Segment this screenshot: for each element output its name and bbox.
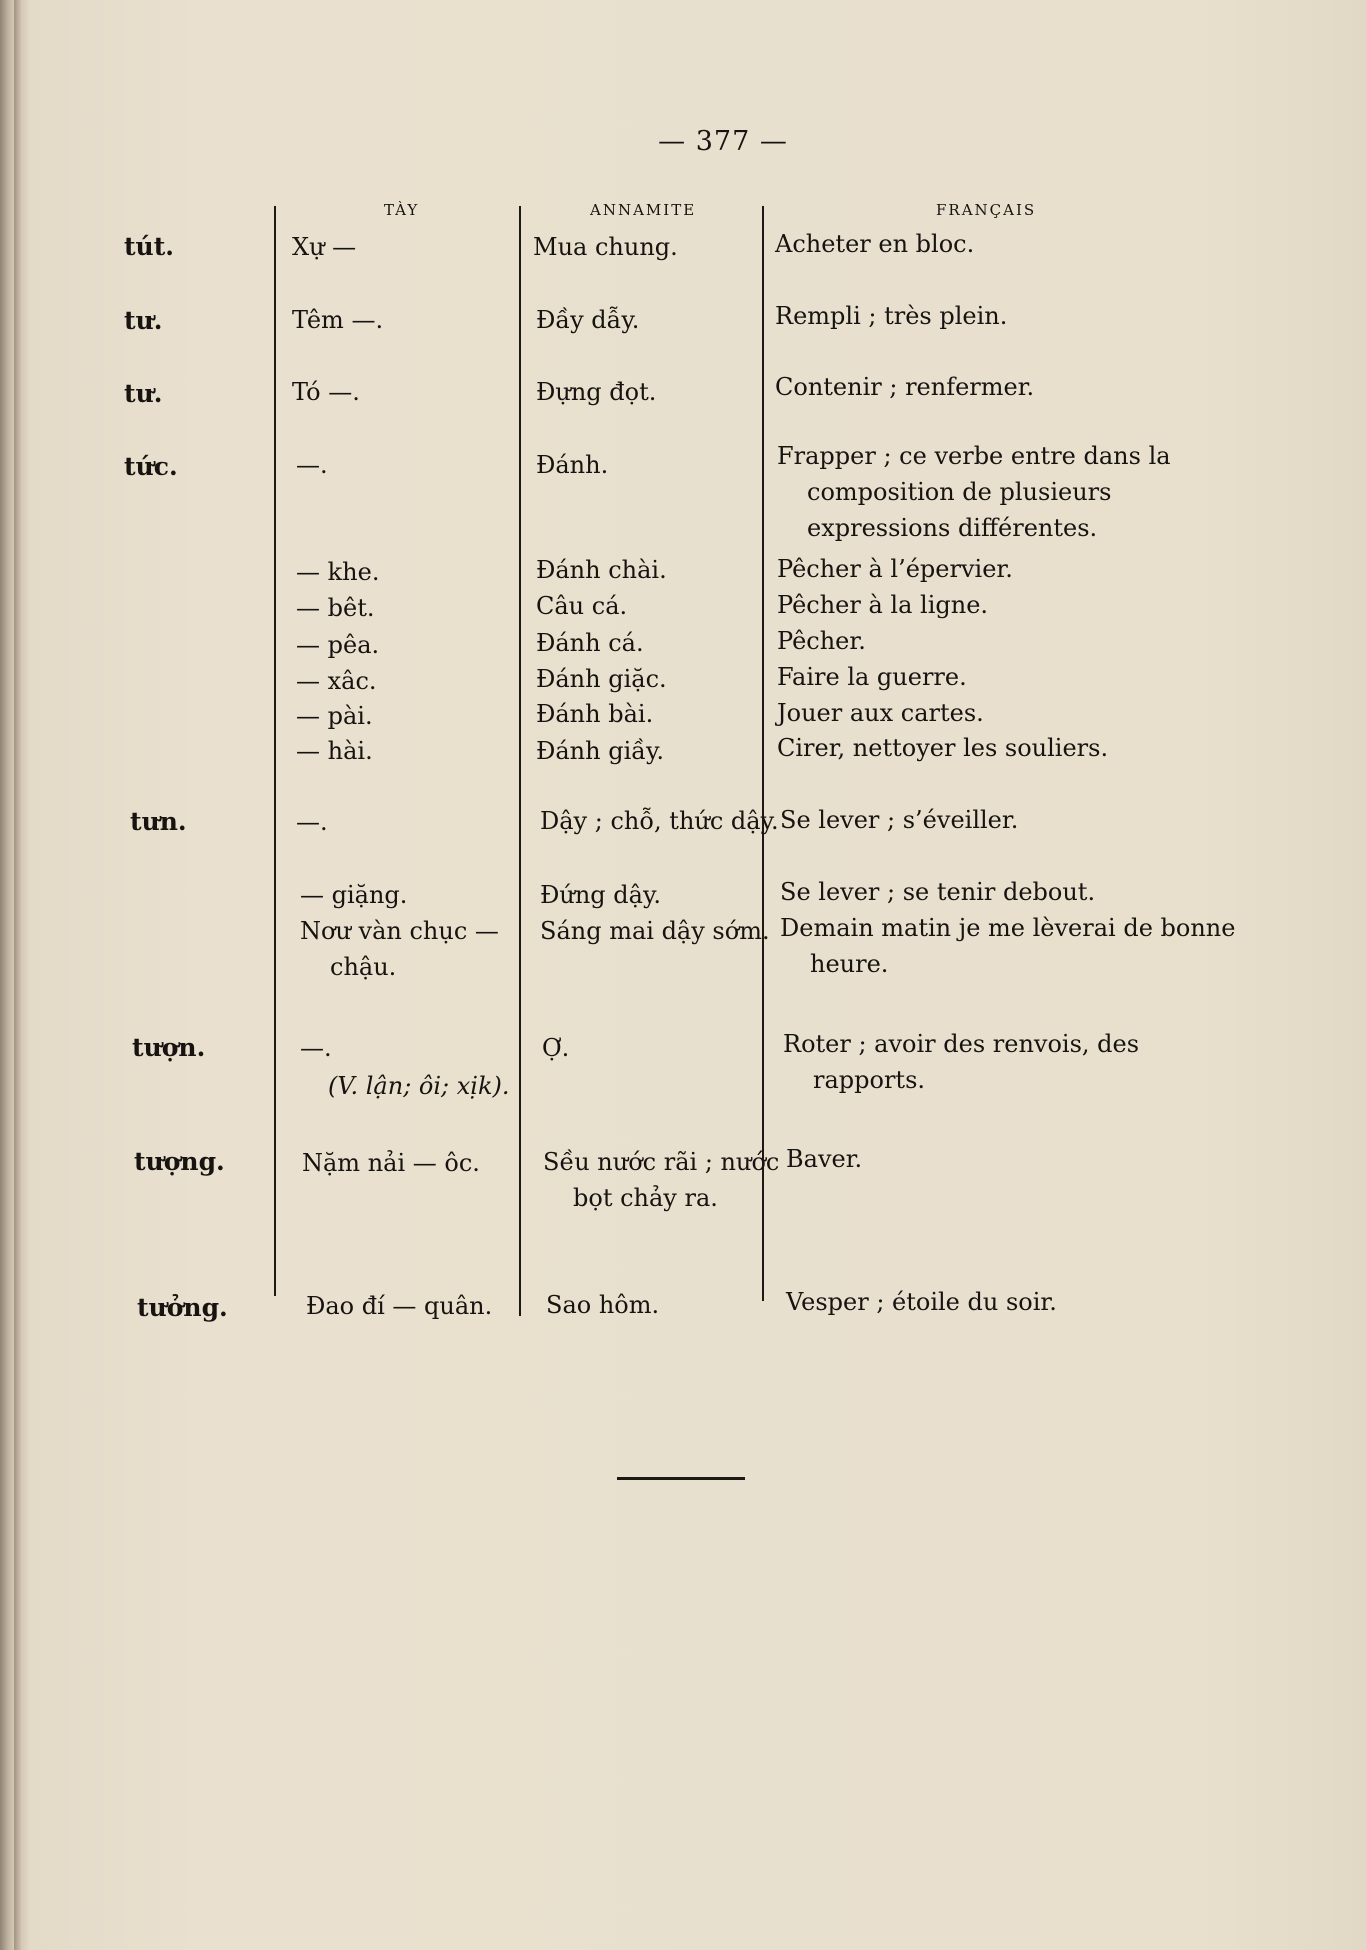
entry-annamite: Đựng đọt. — [536, 378, 657, 406]
book-spine — [14, 0, 21, 1950]
entry-annamite: Đánh giặc. — [536, 665, 667, 693]
entry-francais: Demain matin je me lèverai de bonne heure. — [780, 914, 1236, 978]
entry-annamite: Đánh cá. — [536, 629, 644, 657]
entry-francais: Se lever ; se tenir debout. — [780, 878, 1096, 906]
entry-annamite: Đánh. — [536, 451, 609, 479]
entry-tay: Đao đí — quân. — [306, 1292, 493, 1320]
entry-francais: Contenir ; renfermer. — [775, 373, 1035, 401]
entry-tay-note: (V. lận; ôi; xịk). — [328, 1072, 510, 1100]
entry-annamite: Dậy ; chỗ, thức dậy. — [540, 807, 779, 835]
entry-francais: Roter ; avoir des renvois, des rapports. — [783, 1030, 1140, 1094]
entry-francais: Pêcher à l’épervier. — [777, 555, 1013, 583]
entry-francais: Faire la guerre. — [777, 663, 967, 691]
entry-francais: Baver. — [786, 1145, 863, 1173]
entry-tay: Xự — — [292, 233, 357, 261]
page-number: — 377 — — [658, 126, 788, 157]
entry-francais: Pêcher à la ligne. — [777, 591, 989, 619]
entry-francais: Se lever ; s’éveiller. — [780, 806, 1019, 834]
entry-francais: Vesper ; étoile du soir. — [786, 1288, 1057, 1316]
entry-annamite: Đầy dẫy. — [536, 306, 640, 334]
entry-tay: —. — [300, 1034, 332, 1062]
entry-annamite: Ợ. — [542, 1034, 570, 1062]
entry-headword: tức. — [124, 452, 178, 481]
entry-tay: — pài. — [296, 702, 373, 730]
entry-annamite: Đánh chài. — [536, 556, 667, 584]
entry-francais: Rempli ; très plein. — [775, 302, 1008, 330]
entry-tay: — hài. — [296, 737, 373, 765]
entry-annamite: Sều nước rãi ; nước bọt chảy ra. — [543, 1148, 780, 1212]
entry-annamite: Câu cá. — [536, 592, 628, 620]
column-rule-1 — [274, 206, 276, 1296]
entry-annamite: Đánh giầy. — [536, 737, 664, 765]
entry-tay: — bêt. — [296, 594, 375, 622]
entry-headword: tút. — [124, 232, 174, 261]
entry-francais: Jouer aux cartes. — [777, 699, 984, 727]
entry-francais: Frapper ; ce verbe entre dans la composition de plusieurs expressions différentes. — [777, 442, 1171, 542]
entry-headword: tưởng. — [137, 1293, 228, 1322]
header-francais: FRANÇAIS — [936, 201, 1037, 219]
entry-tay: Nơư vàn chục — chậu. — [300, 917, 499, 981]
entry-tay: Nặm nải — ôc. — [302, 1149, 480, 1177]
entry-headword: tượng. — [134, 1147, 225, 1176]
entry-tay: — xâc. — [296, 667, 377, 695]
entry-annamite: Sáng mai dậy sớm. — [540, 917, 770, 945]
entry-headword: tư. — [124, 306, 163, 335]
entry-tay: —. — [296, 451, 328, 479]
section-end-rule — [617, 1477, 745, 1480]
header-tay: TÀY — [384, 201, 420, 219]
entry-annamite: Đánh bài. — [536, 700, 654, 728]
entry-headword: tư. — [124, 379, 163, 408]
entry-francais: Cirer, nettoyer les souliers. — [777, 734, 1109, 762]
entry-headword: tượn. — [132, 1033, 206, 1062]
entry-tay: Têm —. — [292, 306, 384, 334]
column-rule-2 — [519, 206, 521, 1316]
entry-annamite: Mua chung. — [533, 233, 678, 261]
entry-francais: Acheter en bloc. — [775, 230, 975, 258]
entry-annamite: Đứng dậy. — [540, 881, 661, 909]
entry-tay: — pêa. — [296, 631, 380, 659]
entry-tay: Tó —. — [292, 378, 360, 406]
entry-tay: — khe. — [296, 558, 380, 586]
entry-headword: tưn. — [130, 807, 187, 836]
entry-tay: —. — [296, 808, 328, 836]
header-annamite: ANNAMITE — [590, 201, 697, 219]
entry-francais: Pêcher. — [777, 627, 866, 655]
entry-tay: — giặng. — [300, 881, 408, 909]
column-rule-3 — [762, 206, 764, 1301]
entry-annamite: Sao hôm. — [546, 1291, 660, 1319]
